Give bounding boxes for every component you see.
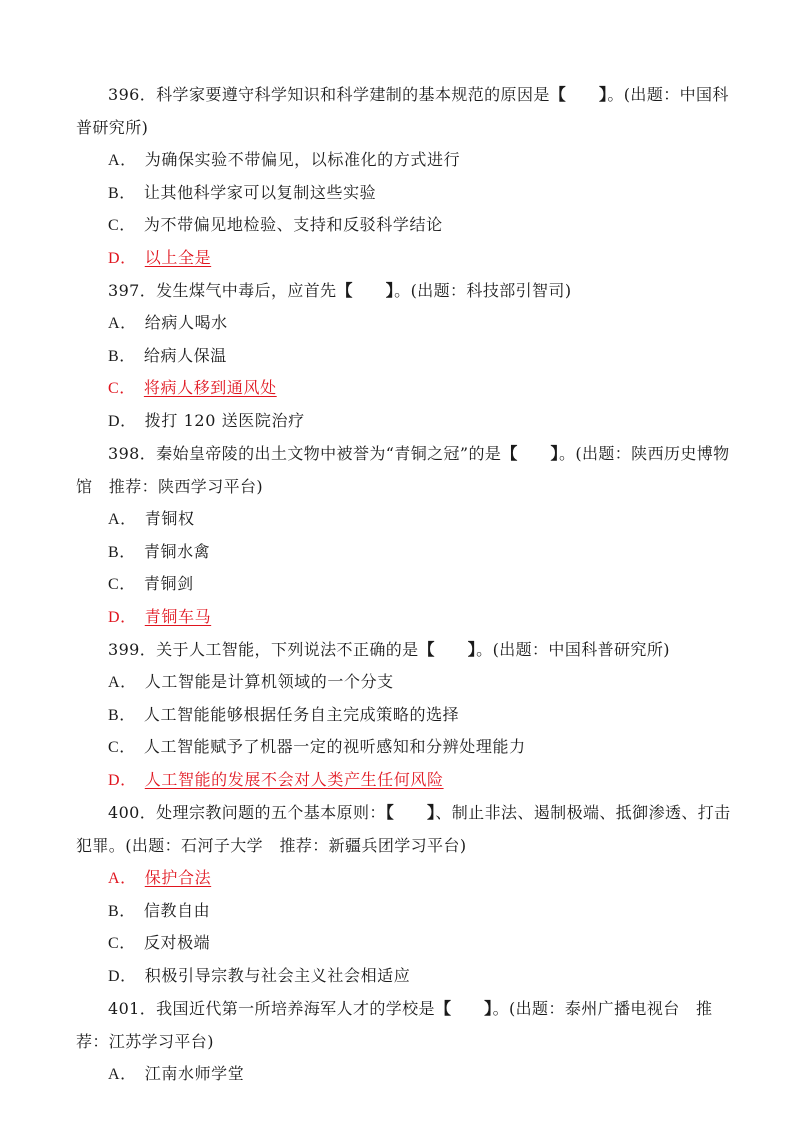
stem-text-after: 。(出题：泰州广播电视台 推荐：江苏学习平台) [76,999,713,1051]
option-text: 人工智能是计算机领域的一个分支 [144,672,394,691]
option-item [76,731,736,764]
option-letter: C． [108,217,136,234]
question-stem [76,78,736,144]
answer-blank [518,444,551,463]
question-stem [76,437,736,503]
option-text: 以上全是 [144,247,212,267]
option-item [76,536,736,569]
option-letter: A． [108,674,137,691]
option-text: 青铜剑 [143,574,194,593]
option-text: 给病人喝水 [144,313,228,332]
option-text: 给病人保温 [143,345,227,365]
option-letter: B． [108,184,136,202]
option-item [76,1058,736,1091]
option-text: 青铜水禽 [143,541,211,561]
option-list [76,144,736,274]
option-item [76,209,736,242]
option-item [76,568,736,601]
option-item [76,666,736,699]
question-block [76,992,736,1091]
option-item [76,503,736,536]
answer-blank [451,999,484,1018]
answer-blank [394,803,427,822]
option-letter: D． [108,608,137,626]
question-stem [76,796,736,862]
option-correct-answer [76,862,736,895]
option-letter: C． [108,576,136,593]
answer-bracket-open: 【 [385,803,395,822]
question-block [76,274,736,437]
stem-text-before: 397．发生煤气中毒后，应首先 [108,281,337,300]
option-item [76,340,736,373]
question-stem [76,633,736,666]
stem-text-after: 。(出题：中国科普研究所) [76,85,729,137]
option-list [76,666,736,796]
answer-blank [435,640,468,659]
option-letter: A． [108,1066,137,1083]
option-correct-answer [76,372,736,405]
option-letter: C． [108,935,136,952]
option-text: 青铜车马 [144,606,212,626]
option-letter: B． [108,347,136,365]
answer-bracket-close: 】 [467,640,477,659]
option-list [76,862,736,992]
option-letter: C． [108,739,136,756]
option-letter: B． [108,902,136,920]
option-list [76,503,736,633]
answer-bracket-open: 【 [501,444,518,463]
option-letter: D． [108,771,137,789]
answer-bracket-close: 】 [550,444,559,463]
option-list [76,307,736,437]
option-item [76,960,736,993]
answer-blank [353,281,386,300]
answer-bracket-close: 】 [385,281,395,300]
option-text: 让其他科学家可以复制这些实验 [143,182,377,202]
option-letter: A． [108,315,137,332]
answer-bracket-open: 【 [336,281,353,300]
stem-text-before: 396．科学家要遵守科学知识和科学建制的基本规范的原因是 [108,85,550,104]
option-letter: B． [108,706,136,724]
option-text: 江南水师学堂 [144,1064,245,1083]
question-block [76,78,736,274]
option-letter: A． [108,870,137,887]
stem-text-after: 。(出题：科技部引智司) [394,281,572,300]
option-correct-answer [76,601,736,634]
option-letter: A． [108,152,137,169]
option-correct-answer [76,764,736,797]
answer-bracket-open: 【 [434,999,452,1018]
question-stem [76,274,736,307]
option-letter: D． [108,967,137,985]
option-letter: D． [108,249,137,267]
answer-bracket-close: 】 [426,803,436,822]
option-letter: C． [108,380,136,397]
answer-blank [566,85,599,104]
stem-text-after: 。(出题：中国科普研究所) [476,640,670,659]
option-letter: D． [108,412,137,430]
stem-text-before: 399．关于人工智能，下列说法不正确的是 [108,640,419,659]
option-item [76,405,736,438]
option-text: 为确保实验不带偏见，以标准化的方式进行 [144,150,461,169]
option-text: 人工智能的发展不会对人类产生任何风险 [144,769,444,789]
option-correct-answer [76,242,736,275]
option-text: 青铜权 [144,509,195,528]
stem-text-before: 400．处理宗教问题的五个基本原则： [108,803,386,822]
option-item [76,699,736,732]
option-letter: B． [108,543,136,561]
answer-bracket-open: 【 [418,640,435,659]
stem-text-before: 401．我国近代第一所培养海军人才的学校是 [108,999,435,1018]
option-list [76,1058,736,1091]
option-text: 反对极端 [143,933,211,952]
option-letter: A． [108,511,137,528]
option-text: 为不带偏见地检验、支持和反驳科学结论 [143,215,443,234]
stem-text-before: 398．秦始皇帝陵的出土文物中被誉为“青铜之冠”的是 [108,444,502,463]
option-text: 信教自由 [143,900,211,920]
option-item [76,927,736,960]
question-block [76,633,736,796]
option-item [76,144,736,177]
option-text: 保护合法 [144,868,212,887]
option-text: 拨打 120 送医院治疗 [144,410,305,430]
question-stem [76,992,736,1058]
answer-bracket-close: 】 [598,85,608,104]
option-text: 积极引导宗教与社会主义社会相适应 [144,965,411,985]
question-block [76,796,736,992]
option-text: 人工智能能够根据任务自主完成策略的选择 [143,704,460,724]
stem-text-after: 、制止非法、遏制极端、抵御渗透、打击犯罪。(出题：石河子大学 推荐：新疆兵团学习平台) [76,803,731,855]
option-text: 人工智能赋予了机器一定的视听感知和分辨处理能力 [143,737,526,756]
option-text: 将病人移到通风处 [143,378,277,397]
stem-text-after: 。(出题：陕西历史博物馆 推荐：陕西学习平台) [76,444,730,496]
question-block [76,437,736,633]
option-item [76,307,736,340]
option-item [76,177,736,210]
answer-bracket-close: 】 [484,999,493,1018]
answer-bracket-open: 【 [549,85,567,104]
option-item [76,895,736,928]
